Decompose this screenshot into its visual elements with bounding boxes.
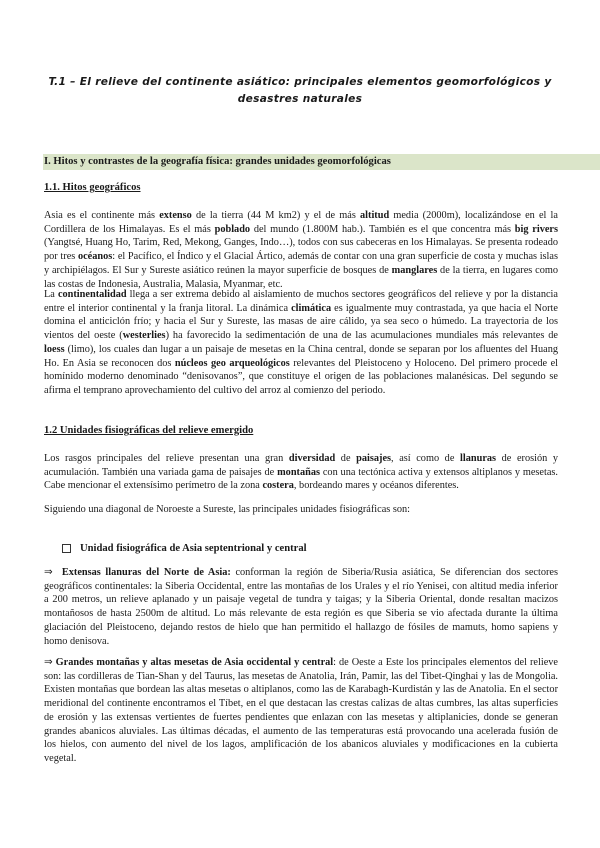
paragraph-continentalidad: La continentalidad llega a ser extrema debido al aislamiento de muchos sectores geográficos del relieve y por la distancia entre el interior continental y la franja litoral. La dinámica climática es igualmente muy contrastada, ya que hacia el Norte domina el anticiclón frío; y hacia el Sur y Sureste, las masas de aire cálido, ya sea seco o húmedo. La trayectoria de los vientos del oeste (westerlies) ha favorecido la sedimentación de una de las acumulaciones mundiales más relevantes de loess (limo), los cuales dan lugar a un paisaje de mesetas en la China central, donde se separan por los afluentes del Huang Ho. En Asia se reconocen dos núcleos geo arqueológicos relevantes del Pleistoceno y Holoceno. Del primero procede el homínido moderno denominado “denisovanos”, que constituye el origen de las poblaciones malanésicas. Del segundo se afirma el temprano aprovechamiento del cultivo del arroz al comienzo del periodo.: [44, 289, 559, 396]
paragraph-llanuras: ⇒ Extensas llanuras del Norte de Asia: conforman la región de Siberia/Rusia asiática, Se diferencian dos sectores geográficos continentales: la Siberia Occidental, entre las montañas de los Urales y el río Yenisei, con altitud media inferior a 200 metros, un relieve aplanado y un paisaje vegetal de tundra y taigas; y la Siberia Oriental, donde resaltan macizos montañosos de hasta 2500m de altitud. Lo más relevante de esta región es que Siberia se vio afectada durante la última glaciación del Pleistoceno, dejando restos de hielo que han permitido el hallazgo de fósiles de mamuts, homo sapiens y homo denisova.: [44, 566, 559, 647]
arrow-icon: ⇒: [44, 656, 53, 668]
subsection-heading-hitos: 1.1. Hitos geográficos: [44, 182, 141, 193]
section-heading: I. Hitos y contrastes de la geografía física: grandes unidades geomorfológicas: [43, 154, 600, 170]
paragraph-montanas: ⇒ Grandes montañas y altas mesetas de Asia occidental y central: de Oeste a Este los principales elementos del relieve son: las cordilleras de Tian-Shan y del Taurus, las mesetas de Anatolia, Irán, Pamir, las del Tibet-Qinghai y las de Mongolia. Existen montañas que bordean las altas mesetas o altiplanos, como las de Karabagh-Kurdistán y las de Anatolia. En el sector meridional del continente encontramos el Tíbet, en el que destacan las crestas calizas de altas cumbres, las altas superficies de erosión y las extensas vertientes de fuertes pendientes que enlazan con las mesetas y altiplanicies, donde se generan grandes abanicos aluviales. Las últimas décadas, el aumento de las temperaturas está provocando una acelerada fusión de los hielos, con aumento del nivel de los lagos, amplificación de los abanicos aluviales y modificaciones en la cubierta vegetal.: [44, 656, 558, 764]
paragraph-hitos: Asia es el continente más extenso de la tierra (44 M km2) y el de más altitud media (2000m), localizándose en el la Cordillera de los Himalayas. Es el más poblado del mundo (1.800M hab.). También es el que concentra más big rivers (Yangtsé, Huang Ho, Tarim, Red, Mekong, Ganges, Indo…), todos con sus cabeceras en los Himalayas. Se presenta rodeado por tres océanos: el Pacífico, el Índico y el Glacial Ártico, además de contar con una gran superficie de costa y muchas islas y archipiélagos. El Sur y Sureste asiático reúnen la mayor superficie de bosques de manglares de la tierra, en lugares como las costas de Indonesia, Australia, Malasia, Myanmar, etc.: [44, 210, 559, 290]
subsection-heading-unidades: 1.2 Unidades fisiográficas del relieve emergido: [44, 425, 254, 436]
paragraph-diagonal: Siguiendo una diagonal de Noroeste a Sureste, las principales unidades fisiográficas son:: [44, 504, 411, 515]
document-title: T.1 – El relieve del continente asiático: principales elementos geomorfológicos y desastres naturales: [48, 76, 552, 105]
paragraph-rasgos: Los rasgos principales del relieve presentan una gran diversidad de paisajes, así como de llanuras de erosión y acumulación. También una variada gama de paisajes de montañas con una tectónica activa y extensos altiplanos y mesetas. Cabe mencionar el extensísimo perímetro de la zona costera, bordeando mares y océanos diferentes.: [44, 453, 559, 492]
checkbox-icon: [62, 544, 71, 553]
arrow-icon: ⇒: [44, 566, 53, 578]
bullet-heading: Unidad fisiográfica de Asia septentrional y central: [62, 543, 307, 554]
